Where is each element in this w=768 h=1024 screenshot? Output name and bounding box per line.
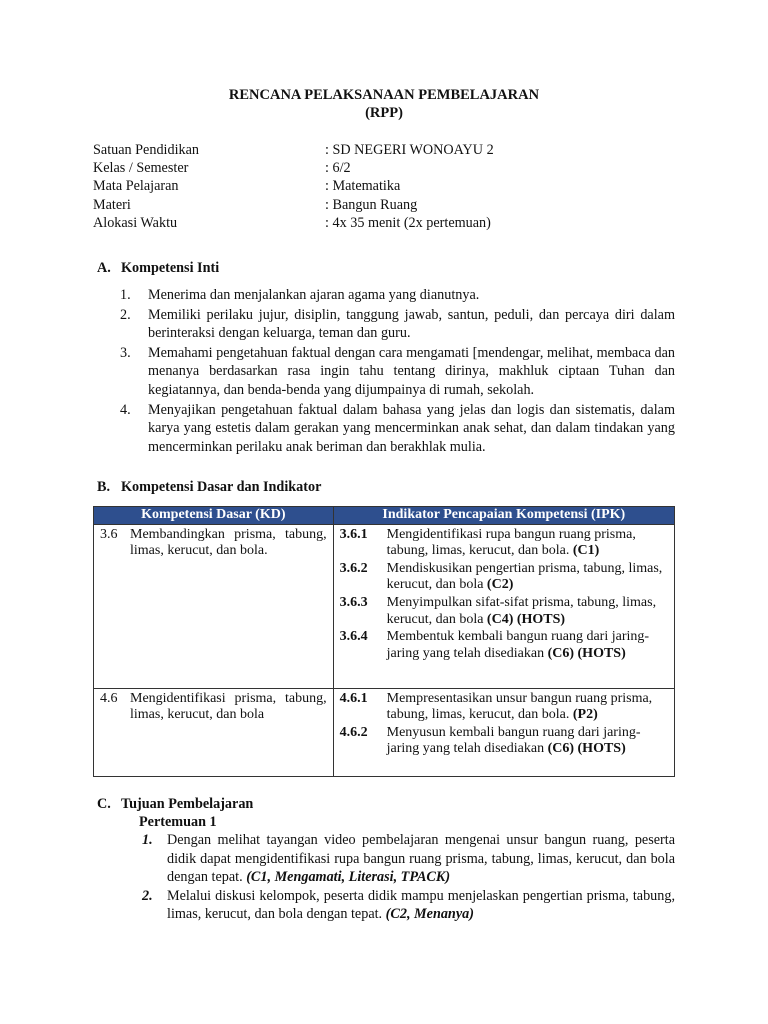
list-item-tag: (C2, Menanya) bbox=[385, 906, 474, 923]
ipk-tag: (C1) bbox=[572, 543, 600, 559]
ipk-text: Mempresentasikan unsur bangun ruang prisma, tabung, limas, kerucut, dan bola. bbox=[386, 690, 653, 723]
tujuan-list bbox=[93, 831, 675, 924]
kd-text: Mengidentifikasi prisma, tabung, limas, kerucut, dan bola bbox=[130, 690, 327, 723]
ipk-code: 3.6.1 bbox=[339, 526, 368, 542]
identity-key: Alokasi Waktu bbox=[93, 214, 178, 231]
ipk-text: Menyusun kembali bangun ruang dari jaring-jaring yang telah disediakan bbox=[386, 724, 641, 757]
ipk-item bbox=[340, 527, 668, 560]
list-item bbox=[93, 344, 675, 400]
ipk-tag: (C2) bbox=[486, 577, 514, 593]
kd-cell bbox=[94, 688, 334, 776]
ipk-code: 4.6.2 bbox=[339, 724, 368, 740]
table-row bbox=[94, 688, 675, 776]
list-item bbox=[93, 831, 675, 887]
table-header-kd: Kompetensi Dasar (KD) bbox=[94, 507, 334, 525]
identity-value: : 6/2 bbox=[325, 160, 351, 177]
kd-code: 3.6 bbox=[100, 526, 118, 542]
section-letter: B. bbox=[97, 479, 111, 495]
ipk-text: Mengidentifikasi rupa bangun ruang prisma, tabung, limas, kerucut, dan bola. bbox=[386, 526, 636, 559]
ipk-code: 3.6.3 bbox=[339, 594, 368, 610]
ipk-item bbox=[340, 629, 668, 662]
list-item bbox=[93, 401, 675, 457]
section-b-heading bbox=[97, 478, 321, 497]
kompetensi-table bbox=[93, 506, 675, 777]
ipk-item bbox=[340, 725, 668, 758]
ipk-tag: (C4) (HOTS) bbox=[486, 611, 566, 627]
identity-key: Kelas / Semester bbox=[93, 160, 189, 177]
section-a-heading bbox=[97, 259, 219, 278]
kompetensi-inti-list bbox=[93, 286, 675, 456]
identity-row bbox=[93, 141, 693, 159]
list-item bbox=[93, 286, 675, 305]
identity-key: Materi bbox=[93, 196, 131, 213]
list-item-text: Dengan melihat tayangan video pembelajaran mengenai unsur bangun ruang, peserta didik dapat mengidentifikasi rupa bangun ruang prisma, tabung, limas, kerucut, dan bola dengan tepat. bbox=[167, 832, 675, 886]
list-item-text: Melalui diskusi kelompok, peserta didik mampu menjelaskan pengertian prisma, tabung, limas, kerucut, dan bola dengan tepat. bbox=[167, 887, 675, 923]
ipk-code: 3.6.4 bbox=[339, 629, 368, 645]
ipk-tag: (C6) (HOTS) bbox=[547, 741, 626, 757]
ipk-code: 4.6.1 bbox=[339, 690, 368, 706]
table-header-row bbox=[94, 507, 675, 525]
list-item-number: 3. bbox=[120, 344, 131, 361]
list-item-number: 2. bbox=[142, 887, 153, 904]
list-item-tag: (C1, Mengamati, Literasi, TPACK) bbox=[246, 869, 451, 886]
ipk-tag: (C6) (HOTS) bbox=[547, 645, 626, 661]
ipk-text: Membentuk kembali bangun ruang dari jaring-jaring yang telah disediakan bbox=[386, 629, 650, 661]
kd-code: 4.6 bbox=[100, 690, 118, 706]
ipk-cell bbox=[333, 524, 674, 688]
section-c-heading bbox=[97, 795, 253, 814]
identity-value: : Bangun Ruang bbox=[325, 196, 418, 213]
identity-row bbox=[93, 214, 693, 232]
identity-key: Satuan Pendidikan bbox=[93, 142, 199, 158]
list-item bbox=[93, 306, 675, 343]
list-item bbox=[93, 887, 675, 924]
identity-value: : SD NEGERI WONOAYU 2 bbox=[325, 142, 494, 158]
identity-key: Mata Pelajaran bbox=[93, 178, 179, 195]
table-row bbox=[94, 524, 675, 688]
ipk-tag: (P2) bbox=[572, 707, 598, 723]
list-item-number: 4. bbox=[120, 401, 131, 418]
list-item-number: 1. bbox=[142, 832, 153, 848]
section-title: Kompetensi Inti bbox=[121, 260, 220, 276]
ipk-cell bbox=[333, 688, 674, 776]
identity-value: : 4x 35 menit (2x pertemuan) bbox=[325, 214, 491, 231]
ipk-item bbox=[340, 561, 668, 594]
identity-row bbox=[93, 196, 693, 214]
ipk-text: Menyimpulkan sifat-sifat prisma, tabung, limas, kerucut, dan bola bbox=[386, 594, 657, 627]
section-title: Tujuan Pembelajaran bbox=[121, 796, 254, 812]
identity-row bbox=[93, 177, 693, 195]
ipk-code: 3.6.2 bbox=[339, 560, 368, 576]
list-item-number: 1. bbox=[120, 287, 131, 303]
list-item-text: Memahami pengetahuan faktual dengan cara mengamati [mendengar, melihat, membaca dan menanya berdasarkan rasa ingin tahu tentang dirinya, makhluk ciptaan Tuhan dan kegiatannya, dan benda-benda yang dijumpainya di rumah, sekolah. bbox=[148, 344, 675, 398]
list-item-text: Memiliki perilaku jujur, disiplin, tanggung jawab, santun, peduli, dan percaya diri dalam berinteraksi dengan keluarga, teman dan guru. bbox=[148, 306, 675, 342]
list-item-number: 2. bbox=[120, 306, 131, 323]
ipk-item bbox=[340, 691, 668, 724]
identity-row bbox=[93, 159, 693, 177]
document-title: RENCANA PELAKSANAAN PEMBELAJARAN bbox=[228, 87, 540, 103]
table-header-ipk: Indikator Pencapaian Kompetensi (IPK) bbox=[333, 507, 674, 525]
identity-value: : Matematika bbox=[325, 178, 401, 195]
ipk-item bbox=[340, 595, 668, 628]
identity-block bbox=[93, 141, 693, 232]
list-item-text: Menyajikan pengetahuan faktual dalam bahasa yang jelas dan logis dan sistematis, dalam karya yang estetis dalam gerakan yang mencerminkan anak sehat, dan dalam tindakan yang mencerminkan perilaku anak beriman dan berakhlak mulia. bbox=[148, 401, 675, 455]
document-subtitle: (RPP) bbox=[365, 105, 403, 121]
section-title: Kompetensi Dasar dan Indikator bbox=[121, 479, 322, 495]
meeting-title: Pertemuan 1 bbox=[139, 814, 217, 830]
kd-cell bbox=[94, 524, 334, 688]
ipk-text: Mendiskusikan pengertian prisma, tabung, limas, kerucut, dan bola bbox=[386, 560, 663, 593]
section-letter: C. bbox=[97, 796, 111, 812]
list-item-text: Menerima dan menjalankan ajaran agama yang dianutnya. bbox=[148, 287, 480, 303]
section-letter: A. bbox=[97, 260, 111, 276]
kd-text: Membandingkan prisma, tabung, limas, kerucut, dan bola. bbox=[130, 526, 327, 559]
